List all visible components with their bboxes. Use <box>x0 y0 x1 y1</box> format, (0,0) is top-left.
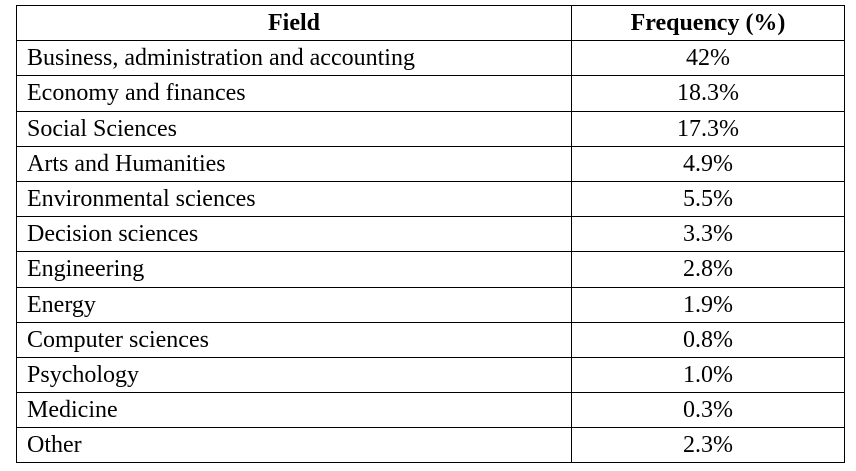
header-field: Field <box>17 6 572 41</box>
table-header-row <box>17 6 845 41</box>
table-row <box>17 357 845 392</box>
table-row <box>17 41 845 76</box>
field-cell: Engineering <box>17 252 572 287</box>
table-row <box>17 181 845 216</box>
frequency-cell: 3.3% <box>572 217 845 252</box>
table-row <box>17 111 845 146</box>
field-cell: Environmental sciences <box>17 181 572 216</box>
table-row <box>17 287 845 322</box>
frequency-cell: 2.3% <box>572 428 845 463</box>
frequency-cell: 42% <box>572 41 845 76</box>
frequency-cell: 0.8% <box>572 322 845 357</box>
table-row <box>17 393 845 428</box>
frequency-cell: 4.9% <box>572 146 845 181</box>
frequency-cell: 1.0% <box>572 357 845 392</box>
frequency-cell: 5.5% <box>572 181 845 216</box>
field-cell: Arts and Humanities <box>17 146 572 181</box>
field-cell: Decision sciences <box>17 217 572 252</box>
frequency-cell: 2.8% <box>572 252 845 287</box>
table-row <box>17 146 845 181</box>
frequency-cell: 17.3% <box>572 111 845 146</box>
table-row <box>17 252 845 287</box>
frequency-cell: 18.3% <box>572 76 845 111</box>
frequency-table-container <box>16 5 844 463</box>
field-cell: Social Sciences <box>17 111 572 146</box>
header-frequency: Frequency (%) <box>572 6 845 41</box>
table-row <box>17 217 845 252</box>
field-cell: Other <box>17 428 572 463</box>
field-frequency-table <box>16 5 845 463</box>
table-row <box>17 428 845 463</box>
frequency-cell: 1.9% <box>572 287 845 322</box>
field-cell: Business, administration and accounting <box>17 41 572 76</box>
table-row <box>17 76 845 111</box>
field-cell: Medicine <box>17 393 572 428</box>
field-cell: Energy <box>17 287 572 322</box>
field-cell: Computer sciences <box>17 322 572 357</box>
table-row <box>17 322 845 357</box>
field-cell: Economy and finances <box>17 76 572 111</box>
field-cell: Psychology <box>17 357 572 392</box>
frequency-cell: 0.3% <box>572 393 845 428</box>
